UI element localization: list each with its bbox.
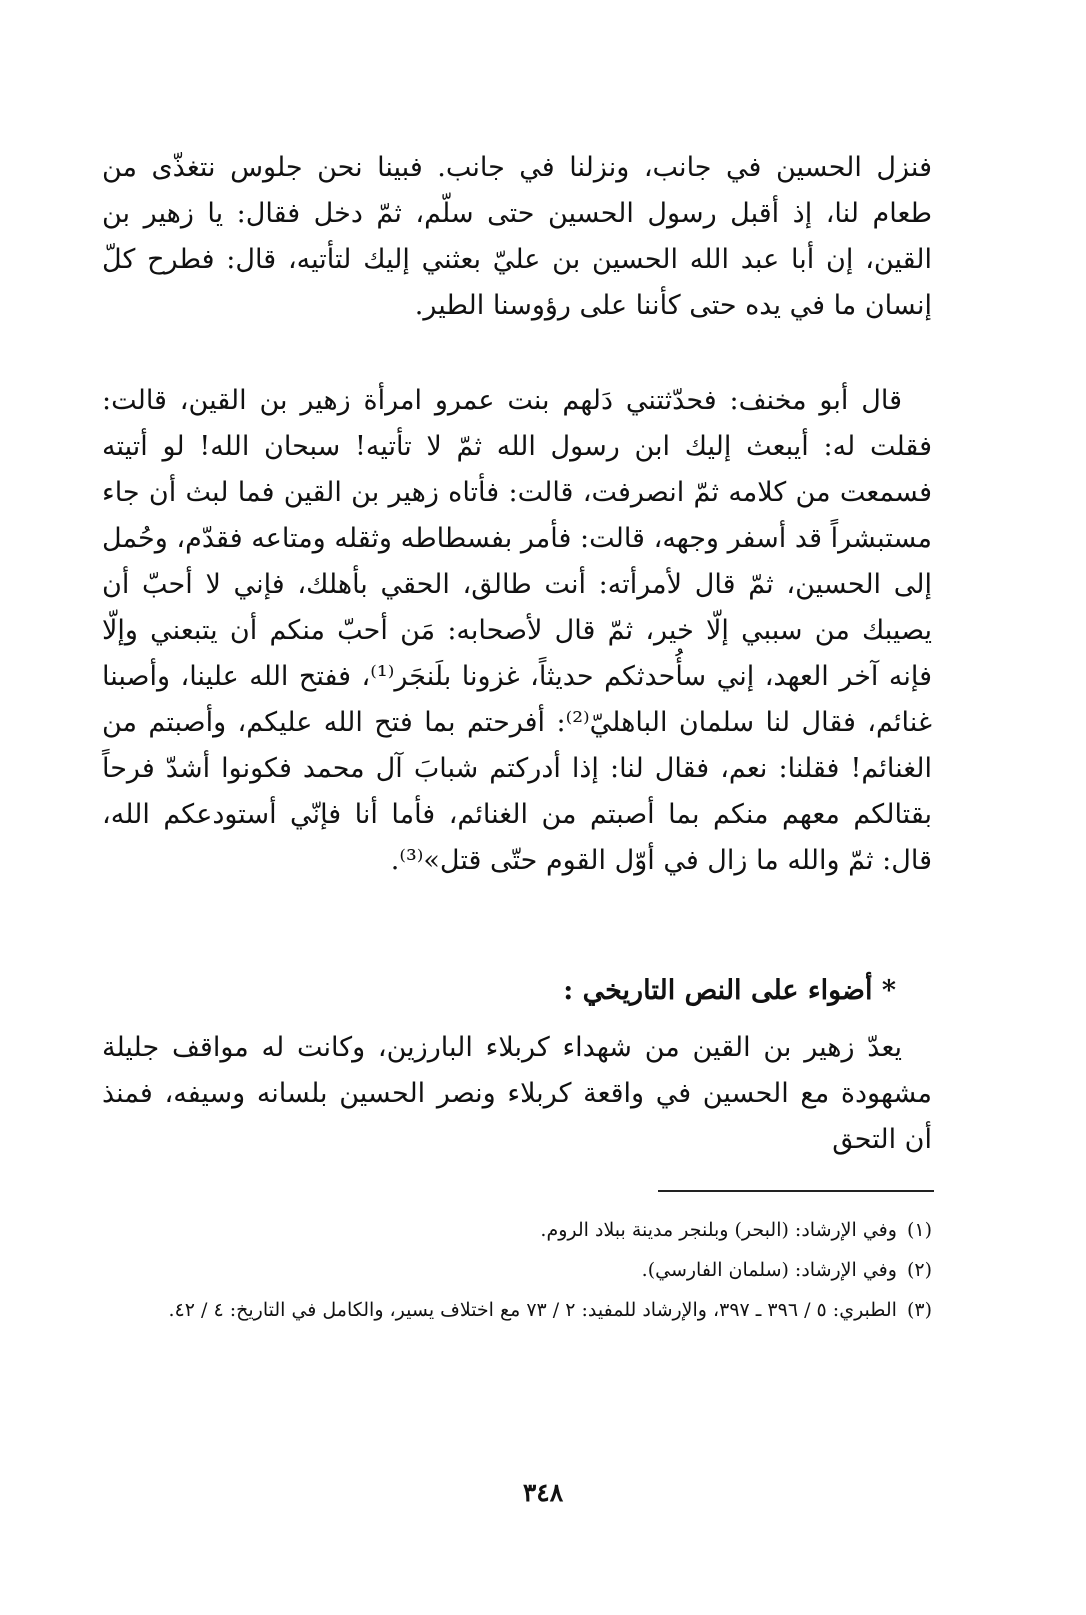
footnote-3: [102, 1290, 932, 1330]
footnote-3-text: الطبري: ٥ / ٣٩٦ ـ ٣٩٧، والإرشاد للمفيد: ٢ / ٧٣ مع اختلاف يسير، والكامل في التاريخ: ٤ / ٤٢.: [168, 1299, 897, 1321]
footnote-divider: [658, 1190, 934, 1192]
paragraph-3: [102, 1025, 932, 1163]
section-heading: * أضواء على النص التاريخي :: [563, 975, 896, 1006]
paragraph-3-text: يعدّ زهير بن القين من شهداء كربلاء البارزين، وكانت له مواقف جليلة مشهودة مع الحسين في واقعة كربلاء ونصر الحسين بلسانه وسيفه، فمنذ أن التحق: [102, 1032, 932, 1155]
footnote-2-number: (٢): [906, 1259, 932, 1281]
footnote-2: [102, 1250, 932, 1290]
footnote-3-number: (٣): [906, 1299, 932, 1321]
footnote-2-text: وفي الإرشاد: (سلمان الفارسي).: [641, 1259, 897, 1281]
paragraph-1-text: فنزل الحسين في جانب، ونزلنا في جانب. فبينا نحن جلوس نتغذّى من طعام لنا، إذ أقبل رسول الحسين حتى سلّم، ثمّ دخل فقال: يا زهير بن القين، إن أبا عبد الله الحسين بن عليّ بعثني إليك لتأتيه، قال: فطرح كلّ إنسان ما في يده حتى كأننا على رؤوسنا الطير.: [102, 152, 932, 321]
paragraph-2-text: قال أبو مخنف: فحدّثتني دَلهم بنت عمرو امرأة زهير بن القين، قالت: فقلت له: أيبعث إليك ابن رسول الله ثمّ لا تأتيه! سبحان الله! لو أتيته فسمعت من كلامه ثمّ انصرفت، قالت: فأتاه زهير بن القين فما لبث أن جاء مستبشراً قد أسفر وجهه، قالت: فأمر بفسطاطه وثقله ومتاعه فقدّم، وحُمل إلى الحسين، ثمّ قال لأمرأته: أنت طالق، الحقي بأهلك، فإني لا أحبّ أن يصيبك من سببي إلّا خير، ثمّ قال لأصحابه: مَن أحبّ منكم أن يتبعني وإلّا فإنه آخر العهد، إني سأُحدثكم حديثاً، غزونا بلَنجَر⁽¹⁾، ففتح الله علينا، وأصبنا غنائم، فقال لنا سلمان الباهليّ⁽²⁾: أفرحتم بما فتح الله عليكم، وأصبتم من الغنائم! فقلنا: نعم، فقال لنا: إذا أدركتم شبابَ آل محمد فكونوا أشدّ فرحاً بقتالكم معهم منكم بما أصبتم من الغنائم، فأما أنا فإنّي أستودعكم الله، قال: ثمّ والله ما زال في أوّل القوم حتّى قتل»⁽³⁾.: [102, 385, 933, 876]
footnote-1-text: وفي الإرشاد: (البحر) وبلنجر مدينة ببلاد الروم.: [540, 1219, 897, 1241]
footnotes: [102, 1210, 932, 1330]
paragraph-2: [102, 378, 932, 884]
footnote-1-number: (١): [906, 1219, 932, 1241]
footnote-1: [102, 1210, 932, 1250]
paragraph-1: [102, 145, 932, 329]
page-number: ٣٤٨: [522, 1478, 564, 1507]
